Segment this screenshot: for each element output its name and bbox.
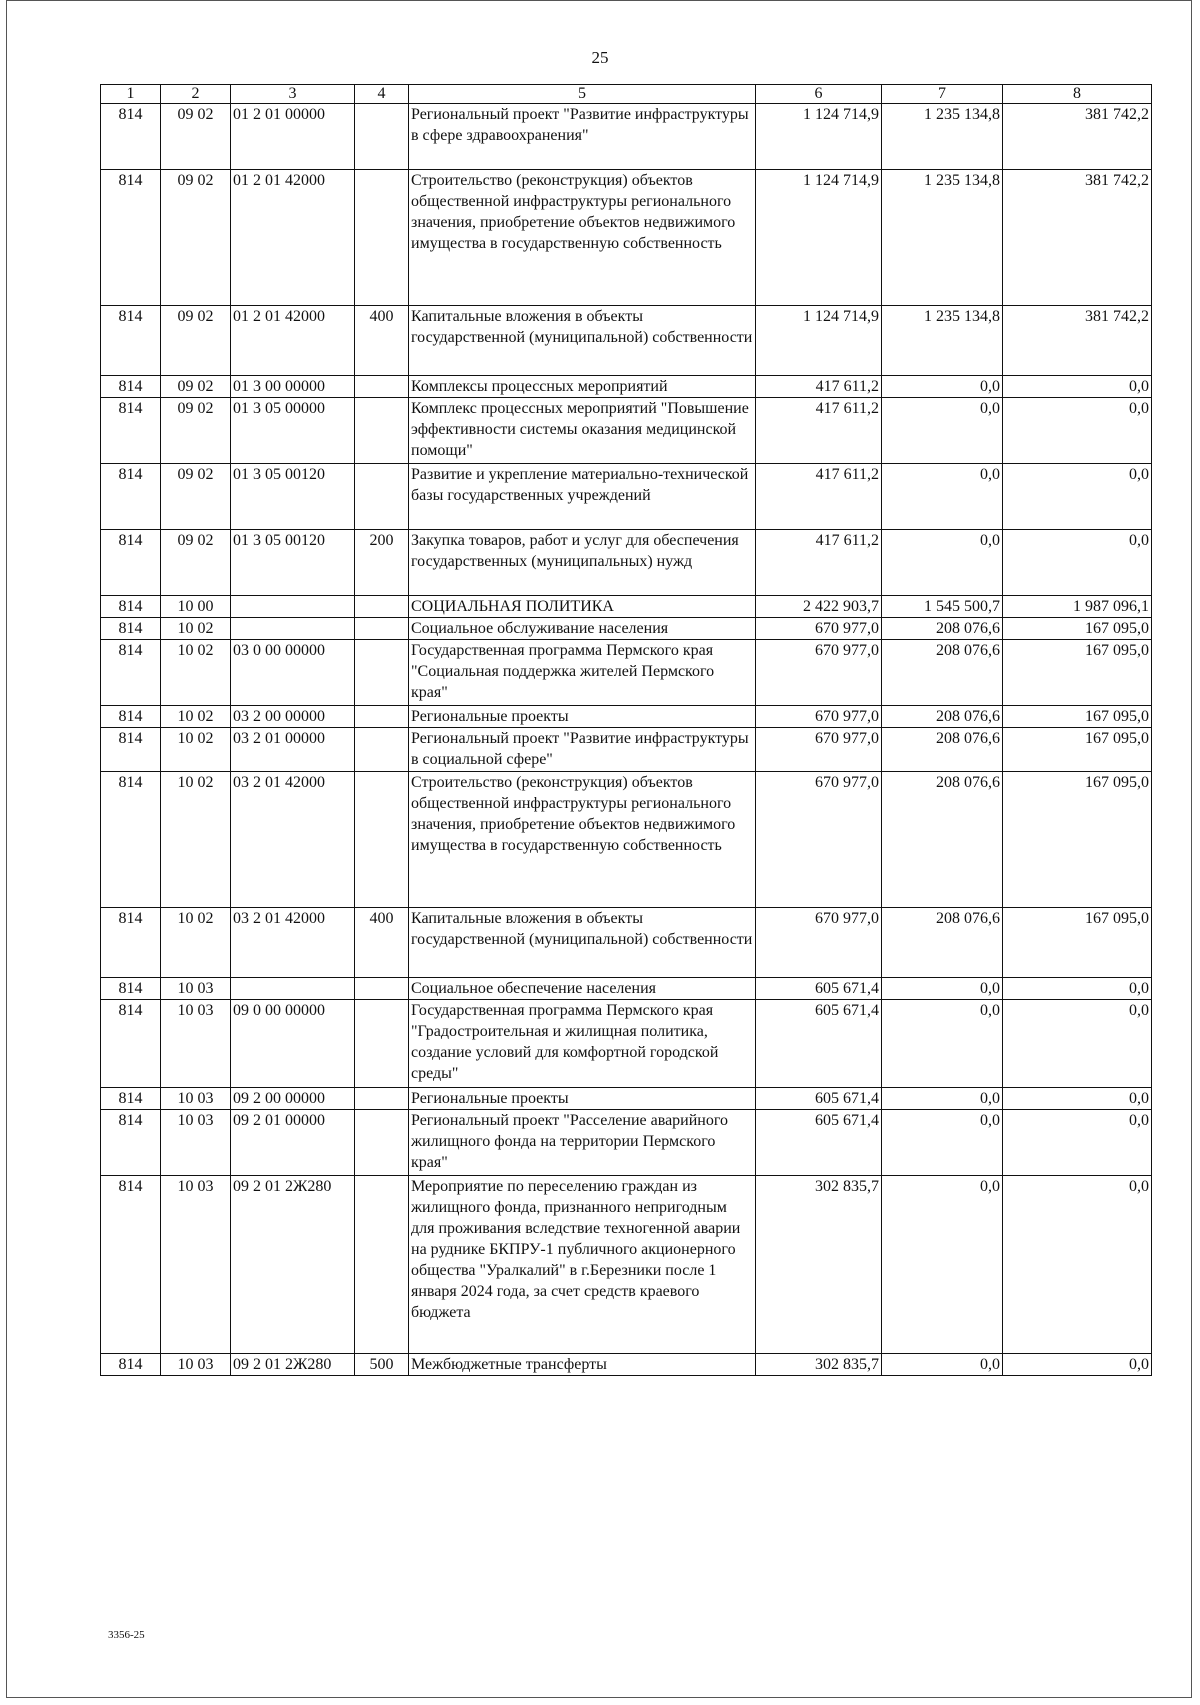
- target-article-cell: 03 2 01 42000: [231, 772, 355, 908]
- table-row: [101, 398, 1152, 464]
- document-code: 3356-25: [108, 1629, 145, 1641]
- page-number: 25: [591, 48, 609, 67]
- amount-col6-cell: 1 124 714,9: [756, 104, 882, 170]
- target-article-cell: 01 2 01 00000: [231, 104, 355, 170]
- amount-col8-cell: 0,0: [1003, 464, 1152, 530]
- section-code-cell: 09 02: [161, 306, 231, 376]
- section-code-cell: 10 03: [161, 1000, 231, 1088]
- amount-col6-cell: 2 422 903,7: [756, 596, 882, 618]
- table-row: [101, 618, 1152, 640]
- table-row: [101, 1354, 1152, 1376]
- amount-col6-cell: 1 124 714,9: [756, 306, 882, 376]
- amount-col7-cell: 1 235 134,8: [882, 104, 1003, 170]
- amount-col6-cell: 670 977,0: [756, 772, 882, 908]
- table-row: [101, 306, 1152, 376]
- amount-col7-cell: 0,0: [882, 530, 1003, 596]
- section-code-cell: 10 03: [161, 978, 231, 1000]
- expense-type-cell: 500: [355, 1354, 409, 1376]
- target-article-cell: [231, 618, 355, 640]
- amount-col6-cell: 605 671,4: [756, 1088, 882, 1110]
- ministry-code-cell: 814: [101, 104, 161, 170]
- item-name-cell: Региональный проект "Расселение аварийного жилищного фонда на территории Пермского края": [409, 1110, 756, 1176]
- amount-col8-cell: 167 095,0: [1003, 618, 1152, 640]
- amount-col8-cell: 381 742,2: [1003, 104, 1152, 170]
- amount-col7-cell: 0,0: [882, 464, 1003, 530]
- target-article-cell: 03 0 00 00000: [231, 640, 355, 706]
- ministry-code-cell: 814: [101, 908, 161, 978]
- amount-col8-cell: 0,0: [1003, 1000, 1152, 1088]
- amount-col7-cell: 0,0: [882, 978, 1003, 1000]
- amount-col8-cell: 0,0: [1003, 1110, 1152, 1176]
- amount-col7-cell: 0,0: [882, 376, 1003, 398]
- budget-table: [100, 84, 1152, 1376]
- item-name-cell: Капитальные вложения в объекты государственной (муниципальной) собственности: [409, 908, 756, 978]
- expense-type-cell: 200: [355, 530, 409, 596]
- ministry-code-cell: 814: [101, 772, 161, 908]
- section-code-cell: 10 02: [161, 618, 231, 640]
- item-name-cell: Государственная программа Пермского края "Социальная поддержка жителей Пермского края": [409, 640, 756, 706]
- item-name-cell: Региональный проект "Развитие инфраструктуры в сфере здравоохранения": [409, 104, 756, 170]
- item-name-cell: Строительство (реконструкция) объектов общественной инфраструктуры регионального значения, приобретение объектов недвижимого имущества в государственную собственность: [409, 170, 756, 306]
- column-header: 1: [101, 85, 161, 104]
- section-code-cell: 10 03: [161, 1088, 231, 1110]
- item-name-cell: Развитие и укрепление материально-технической базы государственных учреждений: [409, 464, 756, 530]
- amount-col8-cell: 167 095,0: [1003, 728, 1152, 772]
- section-code-cell: 10 00: [161, 596, 231, 618]
- ministry-code-cell: 814: [101, 640, 161, 706]
- amount-col6-cell: 670 977,0: [756, 728, 882, 772]
- amount-col6-cell: 302 835,7: [756, 1354, 882, 1376]
- amount-col7-cell: 208 076,6: [882, 706, 1003, 728]
- item-name-cell: Региональные проекты: [409, 1088, 756, 1110]
- amount-col6-cell: 1 124 714,9: [756, 170, 882, 306]
- target-article-cell: 01 2 01 42000: [231, 306, 355, 376]
- column-header: 4: [355, 85, 409, 104]
- amount-col6-cell: 670 977,0: [756, 640, 882, 706]
- table-row: [101, 1000, 1152, 1088]
- table-row: [101, 596, 1152, 618]
- ministry-code-cell: 814: [101, 1000, 161, 1088]
- amount-col7-cell: 0,0: [882, 1088, 1003, 1110]
- section-code-cell: 10 03: [161, 1176, 231, 1354]
- target-article-cell: 01 3 05 00000: [231, 398, 355, 464]
- expense-type-cell: [355, 398, 409, 464]
- expense-type-cell: 400: [355, 908, 409, 978]
- amount-col8-cell: 381 742,2: [1003, 306, 1152, 376]
- expense-type-cell: [355, 464, 409, 530]
- table-row: [101, 170, 1152, 306]
- amount-col8-cell: 1 987 096,1: [1003, 596, 1152, 618]
- item-name-cell: Закупка товаров, работ и услуг для обеспечения государственных (муниципальных) нужд: [409, 530, 756, 596]
- section-code-cell: 10 02: [161, 728, 231, 772]
- ministry-code-cell: 814: [101, 1354, 161, 1376]
- amount-col8-cell: 0,0: [1003, 376, 1152, 398]
- amount-col7-cell: 0,0: [882, 1110, 1003, 1176]
- column-header: 6: [756, 85, 882, 104]
- amount-col7-cell: 208 076,6: [882, 728, 1003, 772]
- column-header: 5: [409, 85, 756, 104]
- target-article-cell: 09 0 00 00000: [231, 1000, 355, 1088]
- amount-col8-cell: 167 095,0: [1003, 640, 1152, 706]
- amount-col6-cell: 417 611,2: [756, 376, 882, 398]
- target-article-cell: 09 2 01 00000: [231, 1110, 355, 1176]
- target-article-cell: 01 3 00 00000: [231, 376, 355, 398]
- amount-col6-cell: 670 977,0: [756, 706, 882, 728]
- table-row: [101, 706, 1152, 728]
- table-row: [101, 640, 1152, 706]
- target-article-cell: 03 2 01 00000: [231, 728, 355, 772]
- column-header: 8: [1003, 85, 1152, 104]
- section-code-cell: 10 03: [161, 1354, 231, 1376]
- section-code-cell: 10 02: [161, 772, 231, 908]
- target-article-cell: 09 2 01 2Ж280: [231, 1354, 355, 1376]
- item-name-cell: Межбюджетные трансферты: [409, 1354, 756, 1376]
- item-name-cell: СОЦИАЛЬНАЯ ПОЛИТИКА: [409, 596, 756, 618]
- amount-col6-cell: 670 977,0: [756, 908, 882, 978]
- expense-type-cell: [355, 1000, 409, 1088]
- section-code-cell: 10 02: [161, 640, 231, 706]
- table-row: [101, 376, 1152, 398]
- amount-col6-cell: 605 671,4: [756, 1110, 882, 1176]
- item-name-cell: Строительство (реконструкция) объектов общественной инфраструктуры регионального значения, приобретение объектов недвижимого имущества в государственную собственность: [409, 772, 756, 908]
- expense-type-cell: [355, 978, 409, 1000]
- ministry-code-cell: 814: [101, 1176, 161, 1354]
- amount-col7-cell: 1 235 134,8: [882, 306, 1003, 376]
- item-name-cell: Региональный проект "Развитие инфраструктуры в социальной сфере": [409, 728, 756, 772]
- amount-col8-cell: 167 095,0: [1003, 772, 1152, 908]
- item-name-cell: Социальное обеспечение населения: [409, 978, 756, 1000]
- amount-col7-cell: 0,0: [882, 1354, 1003, 1376]
- amount-col7-cell: 208 076,6: [882, 772, 1003, 908]
- item-name-cell: Региональные проекты: [409, 706, 756, 728]
- expense-type-cell: [355, 376, 409, 398]
- table-row: [101, 1110, 1152, 1176]
- target-article-cell: 03 2 00 00000: [231, 706, 355, 728]
- table-row: [101, 728, 1152, 772]
- expense-type-cell: [355, 170, 409, 306]
- section-code-cell: 09 02: [161, 376, 231, 398]
- table-row: [101, 104, 1152, 170]
- ministry-code-cell: 814: [101, 306, 161, 376]
- table-row: [101, 1176, 1152, 1354]
- target-article-cell: 03 2 01 42000: [231, 908, 355, 978]
- amount-col7-cell: 1 545 500,7: [882, 596, 1003, 618]
- section-code-cell: 10 03: [161, 1110, 231, 1176]
- expense-type-cell: [355, 706, 409, 728]
- ministry-code-cell: 814: [101, 398, 161, 464]
- ministry-code-cell: 814: [101, 1110, 161, 1176]
- expense-type-cell: [355, 1176, 409, 1354]
- ministry-code-cell: 814: [101, 618, 161, 640]
- target-article-cell: 01 2 01 42000: [231, 170, 355, 306]
- section-code-cell: 09 02: [161, 530, 231, 596]
- amount-col6-cell: 302 835,7: [756, 1176, 882, 1354]
- amount-col8-cell: 0,0: [1003, 1176, 1152, 1354]
- ministry-code-cell: 814: [101, 170, 161, 306]
- amount-col8-cell: 0,0: [1003, 978, 1152, 1000]
- amount-col8-cell: 0,0: [1003, 530, 1152, 596]
- ministry-code-cell: 814: [101, 464, 161, 530]
- amount-col7-cell: 0,0: [882, 1000, 1003, 1088]
- header-row: [101, 85, 1152, 104]
- target-article-cell: 09 2 01 2Ж280: [231, 1176, 355, 1354]
- amount-col7-cell: 0,0: [882, 398, 1003, 464]
- item-name-cell: Социальное обслуживание населения: [409, 618, 756, 640]
- amount-col8-cell: 0,0: [1003, 398, 1152, 464]
- item-name-cell: Мероприятие по переселению граждан из жилищного фонда, признанного непригодным для проживания вследствие техногенной аварии на руднике БКПРУ-1 публичного акционерного общества "Уралкалий" в г.Березники после 1 января 2024 года, за счет средств краевого бюджета: [409, 1176, 756, 1354]
- section-code-cell: 09 02: [161, 398, 231, 464]
- target-article-cell: 09 2 00 00000: [231, 1088, 355, 1110]
- column-header: 7: [882, 85, 1003, 104]
- section-code-cell: 09 02: [161, 464, 231, 530]
- section-code-cell: 10 02: [161, 706, 231, 728]
- expense-type-cell: [355, 640, 409, 706]
- ministry-code-cell: 814: [101, 728, 161, 772]
- amount-col8-cell: 167 095,0: [1003, 908, 1152, 978]
- amount-col6-cell: 417 611,2: [756, 530, 882, 596]
- ministry-code-cell: 814: [101, 1088, 161, 1110]
- table-row: [101, 908, 1152, 978]
- amount-col6-cell: 417 611,2: [756, 398, 882, 464]
- expense-type-cell: [355, 596, 409, 618]
- section-code-cell: 09 02: [161, 104, 231, 170]
- target-article-cell: [231, 978, 355, 1000]
- table-row: [101, 978, 1152, 1000]
- amount-col6-cell: 605 671,4: [756, 978, 882, 1000]
- ministry-code-cell: 814: [101, 596, 161, 618]
- expense-type-cell: [355, 1088, 409, 1110]
- item-name-cell: Государственная программа Пермского края "Градостроительная и жилищная политика, создание условий для комфортной городской среды": [409, 1000, 756, 1088]
- expense-type-cell: [355, 772, 409, 908]
- amount-col8-cell: 381 742,2: [1003, 170, 1152, 306]
- section-code-cell: 10 02: [161, 908, 231, 978]
- target-article-cell: 01 3 05 00120: [231, 464, 355, 530]
- amount-col6-cell: 605 671,4: [756, 1000, 882, 1088]
- table-row: [101, 772, 1152, 908]
- target-article-cell: 01 3 05 00120: [231, 530, 355, 596]
- table-row: [101, 1088, 1152, 1110]
- item-name-cell: Комплексы процессных мероприятий: [409, 376, 756, 398]
- ministry-code-cell: 814: [101, 706, 161, 728]
- section-code-cell: 09 02: [161, 170, 231, 306]
- ministry-code-cell: 814: [101, 530, 161, 596]
- target-article-cell: [231, 596, 355, 618]
- item-name-cell: Капитальные вложения в объекты государственной (муниципальной) собственности: [409, 306, 756, 376]
- expense-type-cell: [355, 104, 409, 170]
- table-row: [101, 530, 1152, 596]
- item-name-cell: Комплекс процессных мероприятий "Повышение эффективности системы оказания медицинской помощи": [409, 398, 756, 464]
- expense-type-cell: 400: [355, 306, 409, 376]
- column-header: 3: [231, 85, 355, 104]
- expense-type-cell: [355, 728, 409, 772]
- amount-col8-cell: 0,0: [1003, 1354, 1152, 1376]
- table-row: [101, 464, 1152, 530]
- ministry-code-cell: 814: [101, 978, 161, 1000]
- amount-col6-cell: 417 611,2: [756, 464, 882, 530]
- amount-col7-cell: 1 235 134,8: [882, 170, 1003, 306]
- amount-col7-cell: 208 076,6: [882, 618, 1003, 640]
- expense-type-cell: [355, 1110, 409, 1176]
- amount-col8-cell: 0,0: [1003, 1088, 1152, 1110]
- amount-col6-cell: 670 977,0: [756, 618, 882, 640]
- amount-col7-cell: 208 076,6: [882, 908, 1003, 978]
- column-header: 2: [161, 85, 231, 104]
- amount-col7-cell: 208 076,6: [882, 640, 1003, 706]
- amount-col8-cell: 167 095,0: [1003, 706, 1152, 728]
- amount-col7-cell: 0,0: [882, 1176, 1003, 1354]
- expense-type-cell: [355, 618, 409, 640]
- ministry-code-cell: 814: [101, 376, 161, 398]
